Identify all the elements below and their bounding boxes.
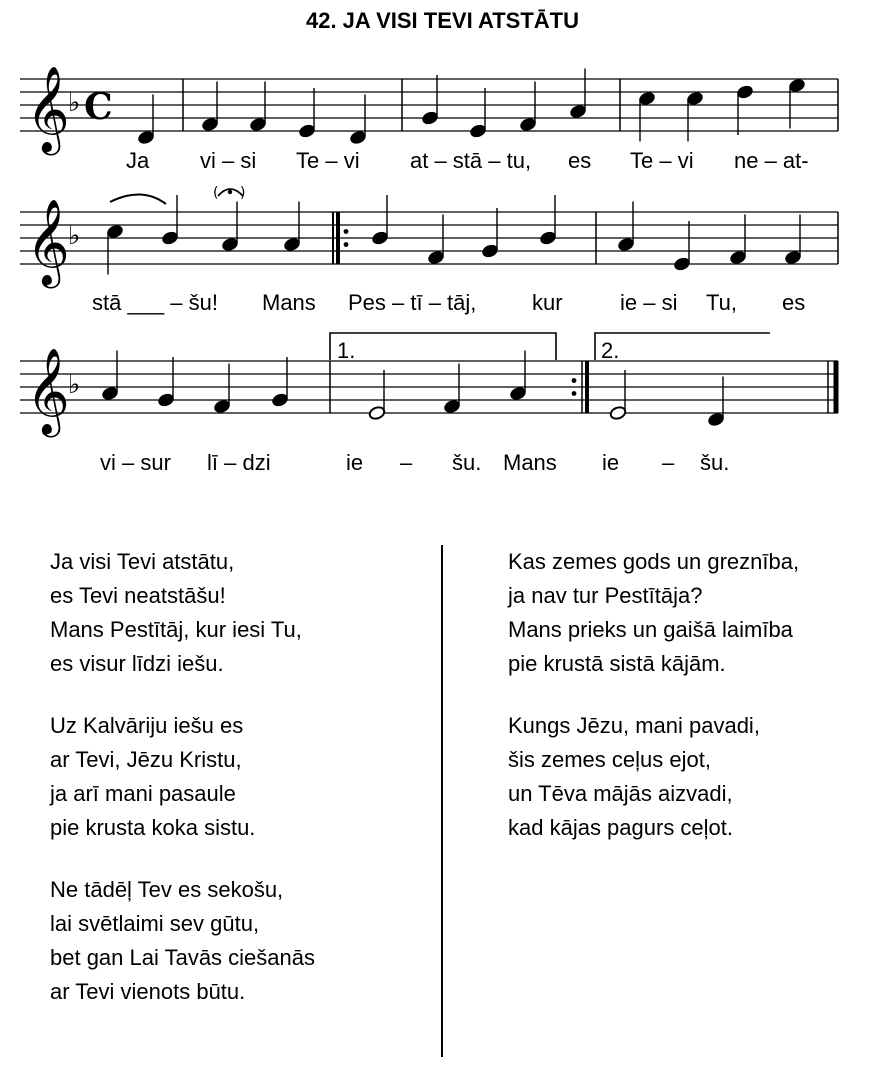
- lyric-syllable: Mans: [262, 290, 316, 315]
- flat-icon: ♭: [68, 370, 81, 400]
- note-head: [368, 405, 386, 420]
- volta-label-2: 2.: [601, 338, 620, 363]
- lyric-syllable: es: [782, 290, 806, 315]
- fermata-dot: [228, 190, 232, 194]
- note-head: [686, 91, 704, 106]
- verse-line: Uz Kalvāriju iešu es: [50, 713, 244, 738]
- lyric-syllable: šu.: [700, 450, 730, 475]
- note-head: [249, 117, 267, 132]
- verse-line: Mans Pestītāj, kur iesi Tu,: [50, 617, 302, 642]
- repeat-dot: [344, 229, 349, 234]
- hymn-title: 42. JA VISI TEVI ATSTĀTU: [305, 8, 579, 33]
- note-head: [106, 224, 124, 239]
- verse-line: šis zemes ceļus ejot,: [508, 747, 711, 772]
- note-head: [201, 117, 219, 132]
- stanza-1: [50, 545, 315, 681]
- note-head: [213, 399, 231, 414]
- note-head: [421, 110, 439, 125]
- treble-clef-icon: 𝄞: [26, 348, 70, 434]
- note-head: [729, 250, 747, 265]
- note-head: [137, 130, 155, 145]
- column-divider: [441, 545, 443, 1057]
- sheet-music: [0, 0, 885, 500]
- repeat-dot: [572, 391, 577, 396]
- lyric-syllable: Te – vi: [630, 148, 694, 173]
- flat-icon: ♭: [68, 221, 81, 251]
- lyric-syllable: Tu,: [706, 290, 737, 315]
- lyric-syllable: –: [662, 450, 675, 475]
- fermata-bracket: (: [213, 185, 219, 201]
- note-head: [519, 117, 537, 132]
- note-head: [427, 250, 445, 265]
- verse-line: ar Tevi vienots būtu.: [50, 979, 246, 1004]
- note-head: [609, 405, 627, 420]
- lyric-syllable: ne – at-: [734, 148, 809, 173]
- flat-icon: ♭: [68, 88, 81, 118]
- note-head: [638, 91, 656, 106]
- verse-line: Kas zemes gods un greznība,: [508, 549, 800, 574]
- note-head: [469, 123, 487, 138]
- note-head: [298, 123, 316, 138]
- lyric-syllable: Mans: [503, 450, 557, 475]
- note-head: [617, 237, 635, 252]
- verses-left-column: [50, 545, 315, 1037]
- lyric-syllable: kur: [532, 290, 563, 315]
- verse-line: es visur līdzi iešu.: [50, 651, 224, 676]
- note-head: [481, 243, 499, 258]
- note-head: [349, 130, 367, 145]
- lyric-syllable: lī – dzi: [207, 450, 271, 475]
- note-head: [673, 256, 691, 271]
- repeat-dot: [572, 378, 577, 383]
- stanza-2: [50, 709, 315, 845]
- stanza-3: [50, 873, 315, 1009]
- verse-line: Ne tādēļ Tev es sekošu,: [50, 877, 284, 902]
- lyric-syllable: vi – sur: [100, 450, 171, 475]
- tie-icon: [110, 194, 166, 204]
- volta-bracket-1: [330, 333, 556, 360]
- verse-line: lai svētlaimi sev gūtu,: [50, 911, 260, 936]
- treble-clef-icon: 𝄞: [26, 66, 70, 152]
- lyric-syllable: Te – vi: [296, 148, 360, 173]
- verse-line: pie krustā sistā kājām.: [508, 651, 726, 676]
- common-time-icon: C: [84, 86, 113, 128]
- note-head: [784, 250, 802, 265]
- repeat-dot: [344, 242, 349, 247]
- stanza-4: [508, 545, 799, 681]
- volta-bracket-2: [595, 333, 770, 360]
- note-head: [539, 230, 557, 245]
- note-head: [443, 399, 461, 414]
- verse-line: kad kājas pagurs ceļot.: [508, 815, 734, 840]
- verse-line: bet gan Lai Tavās ciešanās: [50, 945, 315, 970]
- note-head: [101, 386, 119, 401]
- note-head: [707, 412, 725, 427]
- verse-line: pie krusta koka sistu.: [50, 815, 256, 840]
- verse-line: es Tevi neatstāšu!: [50, 583, 226, 608]
- stanza-5: [508, 709, 799, 845]
- lyric-syllable: ie: [602, 450, 620, 475]
- lyric-syllable: es: [568, 148, 592, 173]
- verse-line: ar Tevi, Jēzu Kristu,: [50, 747, 242, 772]
- note-head: [736, 84, 754, 99]
- lyric-syllable: Ja: [126, 148, 150, 173]
- note-head: [283, 237, 301, 252]
- lyric-syllable: Pes – tī – tāj,: [348, 290, 477, 315]
- verse-line: Mans prieks un gaišā laimība: [508, 617, 793, 642]
- lyric-syllable: –: [400, 450, 413, 475]
- treble-clef-icon: 𝄞: [26, 199, 70, 285]
- verse-line: Kungs Jēzu, mani pavadi,: [508, 713, 760, 738]
- verse-line: ja arī mani pasaule: [50, 781, 236, 806]
- lyric-syllable: vi – si: [200, 148, 257, 173]
- fermata-bracket: ): [240, 185, 246, 201]
- lyric-syllable: šu.: [452, 450, 482, 475]
- note-head: [157, 392, 175, 407]
- verse-line: ja nav tur Pestītāja?: [508, 583, 703, 608]
- lyric-syllable: stā ___ – šu!: [92, 290, 218, 315]
- lyric-syllable: ie – si: [620, 290, 678, 315]
- verse-line: un Tēva mājās aizvadi,: [508, 781, 733, 806]
- verses-right-column: [508, 545, 799, 873]
- lyric-syllable: at – stā – tu,: [410, 148, 532, 173]
- verse-line: Ja visi Tevi atstātu,: [50, 549, 235, 574]
- lyric-syllable: ie: [346, 450, 364, 475]
- note-head: [221, 237, 239, 252]
- note-head: [161, 230, 179, 245]
- note-head: [371, 230, 389, 245]
- note-head: [509, 386, 527, 401]
- note-head: [271, 392, 289, 407]
- volta-label-1: 1.: [337, 338, 356, 363]
- note-head: [569, 104, 587, 119]
- note-head: [788, 78, 806, 93]
